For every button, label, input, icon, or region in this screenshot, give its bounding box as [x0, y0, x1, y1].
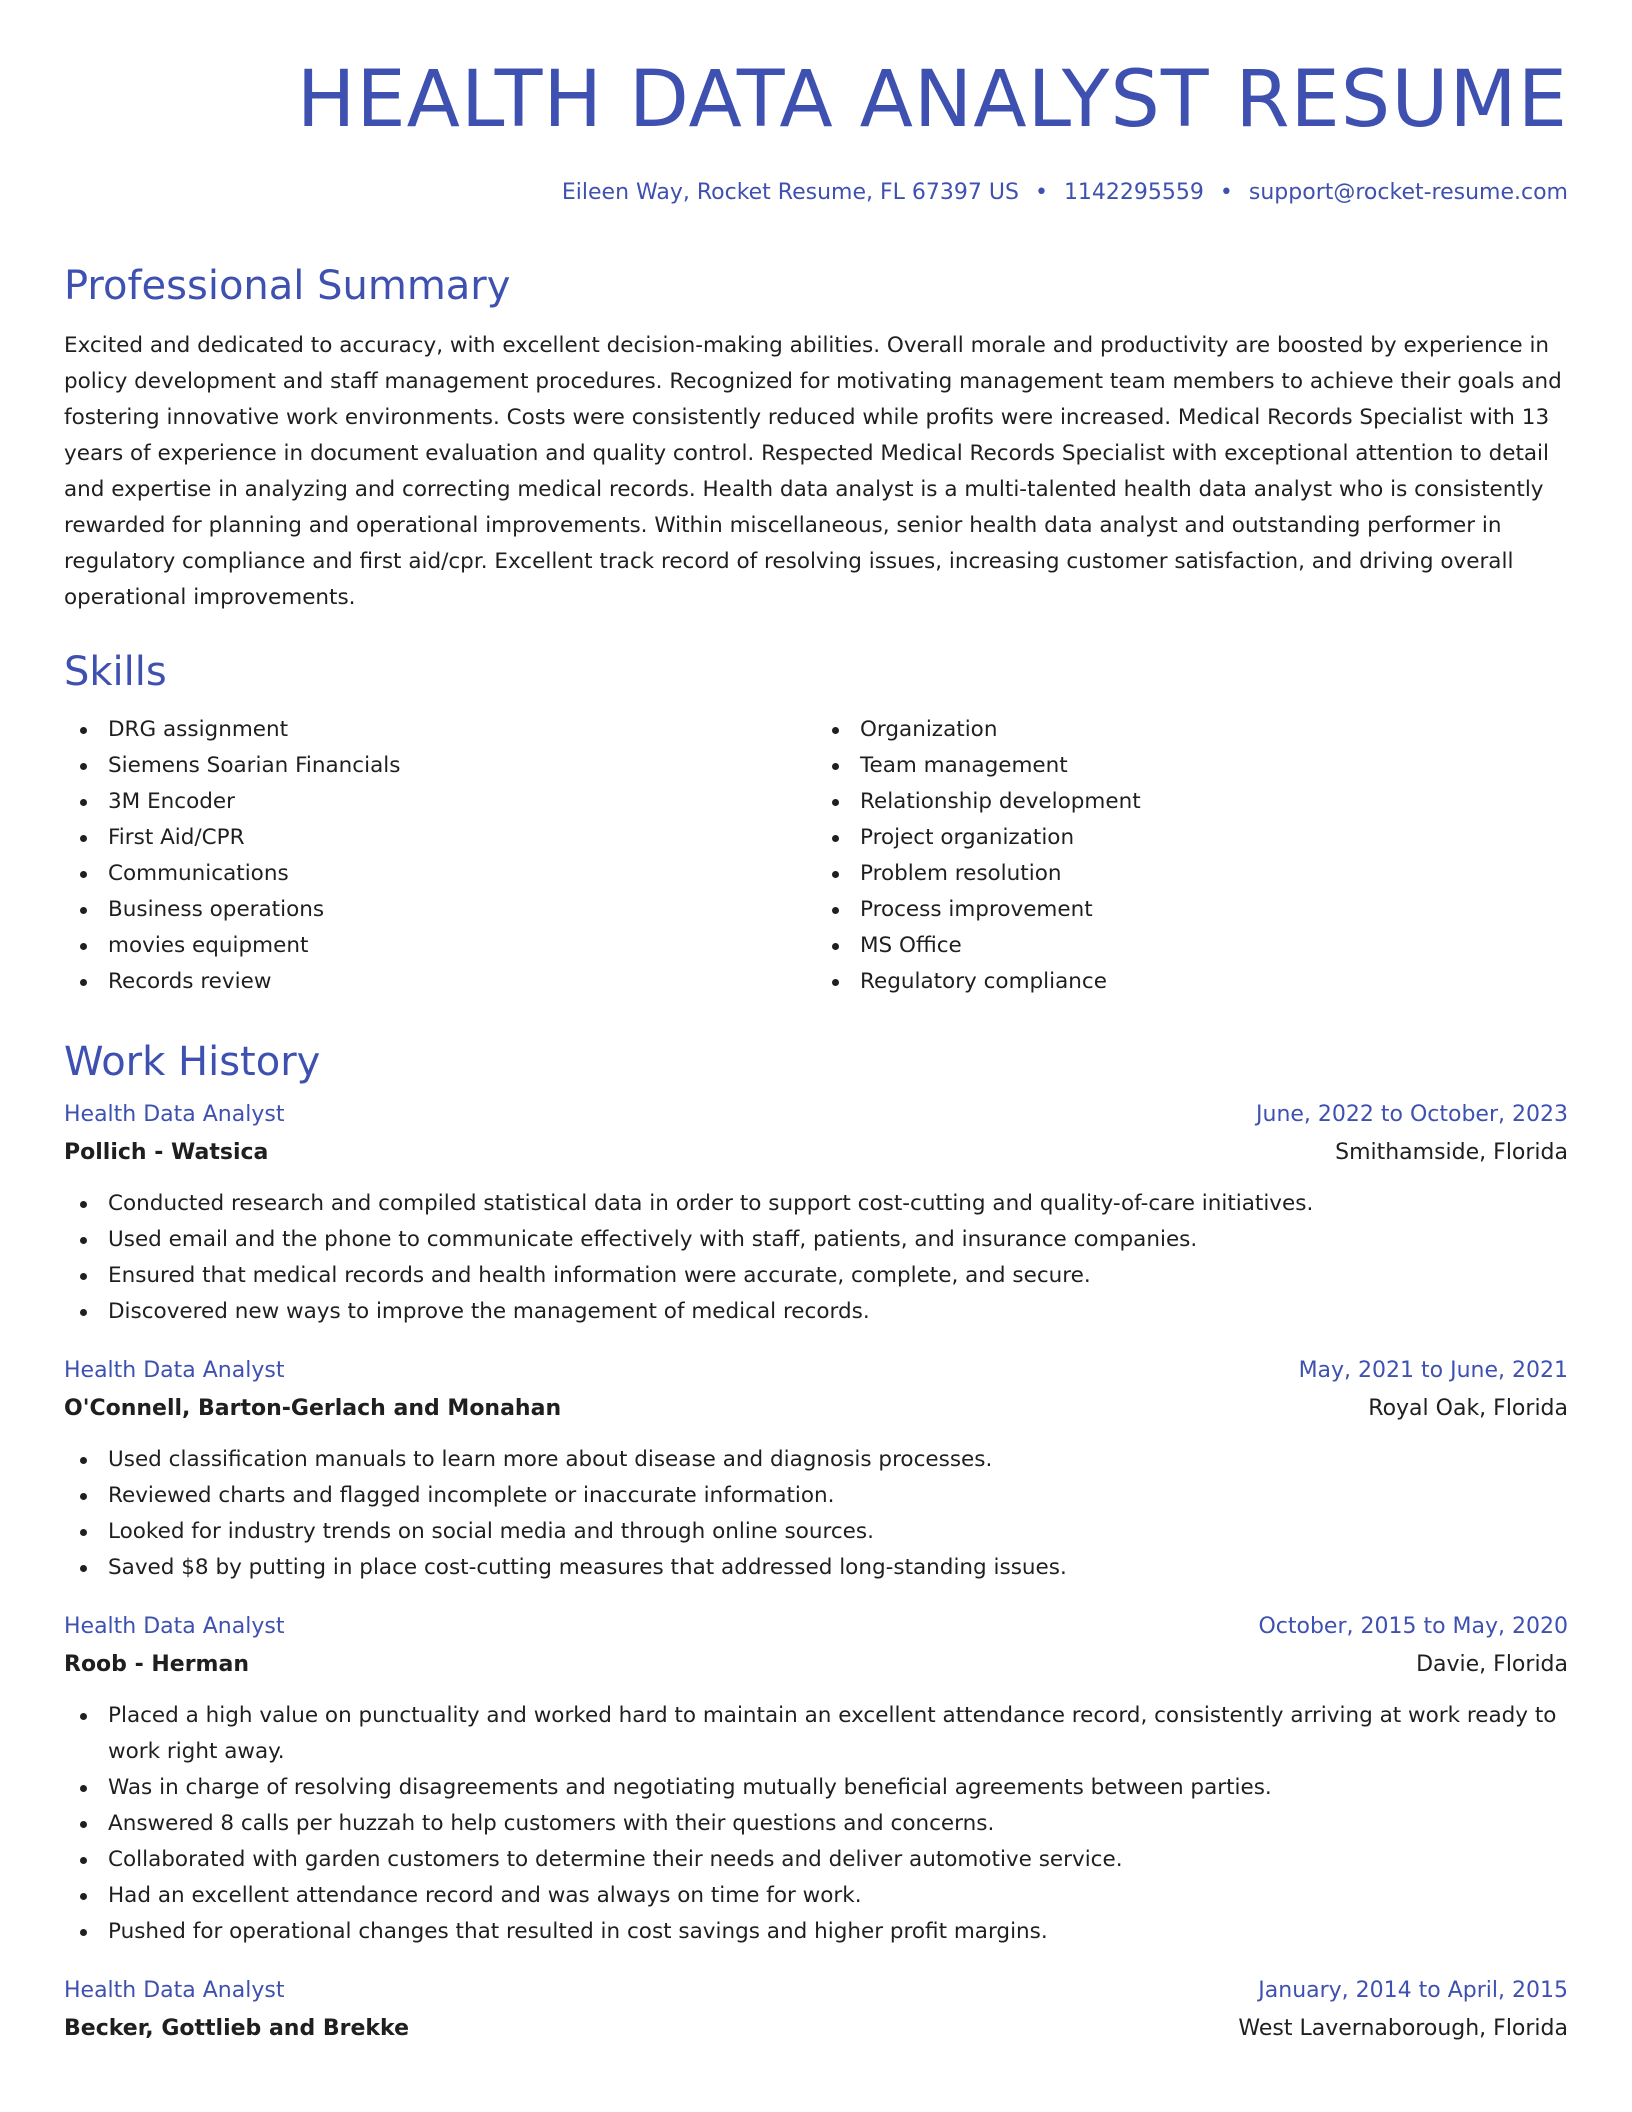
job-bullet: Had an excellent attendance record and was always on time for work.: [64, 1878, 1568, 1914]
skills-grid: [64, 712, 1568, 1000]
summary-text: Excited and dedicated to accuracy, with excellent decision-making abilities. Overall morale and productivity are boosted by experience in policy development and staff management procedures. Recognized for motivating management team members to achieve their goals and fostering innovative work environments. Costs were consistently reduced while profits were increased. Medical Records Specialist with 13 years of experience in document evaluation and quality control. Respected Medical Records Specialist with exceptional attention to detail and expertise in analyzing and correcting medical records. Health data analyst is a multi-talented health data analyst who is consistently rewarded for planning and operational improvements. Within miscellaneous, senior health data analyst and outstanding performer in regulatory compliance and first aid/cpr. Excellent track record of resolving issues, increasing customer satisfaction, and driving overall operational improvements.: [64, 333, 1562, 610]
job-bullet: Answered 8 calls per huzzah to help customers with their questions and concerns.: [64, 1806, 1568, 1842]
job-company-row: [64, 1134, 1568, 1172]
job-bullets: [64, 1698, 1568, 1950]
job-title: Health Data Analyst: [64, 1614, 285, 1639]
skill-item: Regulatory compliance: [816, 964, 1568, 1000]
job-dates: June, 2022 to October, 2023: [1256, 1102, 1568, 1127]
skill-item: movies equipment: [64, 928, 816, 964]
skill-item: Business operations: [64, 892, 816, 928]
job-entry: [64, 1972, 1568, 2048]
skills-column-left: [64, 712, 816, 1000]
skills-column-right: [816, 712, 1568, 1000]
work-heading: Work History: [64, 1039, 321, 1085]
contact-phone: 1142295559: [1063, 180, 1204, 205]
skill-item: 3M Encoder: [64, 784, 816, 820]
job-bullet: Collaborated with garden customers to determine their needs and deliver automotive service.: [64, 1842, 1568, 1878]
skill-item: Siemens Soarian Financials: [64, 748, 816, 784]
job-company-row: [64, 1390, 1568, 1428]
job-bullet: Used classification manuals to learn more about disease and diagnosis processes.: [64, 1442, 1568, 1478]
job-location: West Lavernaborough, Florida: [1238, 2016, 1568, 2041]
job-location: Royal Oak, Florida: [1368, 1396, 1568, 1421]
job-title-row: [64, 1096, 1568, 1134]
job-location: Davie, Florida: [1416, 1652, 1568, 1677]
skill-item: Organization: [816, 712, 1568, 748]
job-bullet: Was in charge of resolving disagreements and negotiating mutually beneficial agreements between parties.: [64, 1770, 1568, 1806]
job-company: O'Connell, Barton-Gerlach and Monahan: [64, 1396, 562, 1421]
job-dates: January, 2014 to April, 2015: [1258, 1978, 1568, 2003]
job-bullets: [64, 1442, 1568, 1586]
skill-item: Communications: [64, 856, 816, 892]
job-title: Health Data Analyst: [64, 1358, 285, 1383]
job-entry: [64, 1608, 1568, 1950]
job-company: Roob - Herman: [64, 1652, 249, 1677]
job-company-row: [64, 2010, 1568, 2048]
work-section: [64, 1036, 1568, 2048]
contact-address: Eileen Way, Rocket Resume, FL 67397 US: [561, 180, 1019, 205]
summary-heading: Professional Summary: [64, 263, 511, 309]
job-company-row: [64, 1646, 1568, 1684]
job-bullet: Discovered new ways to improve the management of medical records.: [64, 1294, 1568, 1330]
job-entry: [64, 1352, 1568, 1586]
job-dates: October, 2015 to May, 2020: [1258, 1614, 1568, 1639]
job-bullet: Conducted research and compiled statistical data in order to support cost-cutting and quality-of-care initiatives.: [64, 1186, 1568, 1222]
skill-item: MS Office: [816, 928, 1568, 964]
job-company: Pollich - Watsica: [64, 1140, 269, 1165]
job-entry: [64, 1096, 1568, 1330]
skill-item: Relationship development: [816, 784, 1568, 820]
job-bullet: Pushed for operational changes that resulted in cost savings and higher profit margins.: [64, 1914, 1568, 1950]
job-title-row: [64, 1972, 1568, 2010]
contact-separator: •: [1219, 180, 1233, 205]
skill-item: Records review: [64, 964, 816, 1000]
job-dates: May, 2021 to June, 2021: [1298, 1358, 1568, 1383]
skill-item: Project organization: [816, 820, 1568, 856]
job-location: Smithamside, Florida: [1335, 1140, 1568, 1165]
skill-item: Problem resolution: [816, 856, 1568, 892]
summary-section: [64, 260, 1568, 616]
job-bullet: Looked for industry trends on social media and through online sources.: [64, 1514, 1568, 1550]
contact-email: support@rocket-resume.com: [1248, 180, 1568, 205]
job-bullet: Reviewed charts and flagged incomplete or inaccurate information.: [64, 1478, 1568, 1514]
job-bullet: Saved $8 by putting in place cost-cutting measures that addressed long-standing issues.: [64, 1550, 1568, 1586]
resume-title: HEALTH DATA ANALYST RESUME: [296, 55, 1568, 145]
skill-item: First Aid/CPR: [64, 820, 816, 856]
job-title: Health Data Analyst: [64, 1102, 285, 1127]
job-bullets: [64, 1186, 1568, 1330]
job-bullet: Used email and the phone to communicate effectively with staff, patients, and insurance companies.: [64, 1222, 1568, 1258]
skills-section: [64, 646, 1568, 1000]
jobs-list: [64, 1096, 1568, 2048]
job-title-row: [64, 1608, 1568, 1646]
skill-item: Process improvement: [816, 892, 1568, 928]
job-company: Becker, Gottlieb and Brekke: [64, 2016, 409, 2041]
job-title-row: [64, 1352, 1568, 1390]
job-bullet: Ensured that medical records and health information were accurate, complete, and secure.: [64, 1258, 1568, 1294]
skill-item: Team management: [816, 748, 1568, 784]
contact-line: [562, 178, 1568, 208]
contact-separator: •: [1034, 180, 1048, 205]
skill-item: DRG assignment: [64, 712, 816, 748]
job-bullet: Placed a high value on punctuality and worked hard to maintain an excellent attendance record, consistently arriving at work ready to work right away.: [64, 1698, 1568, 1770]
job-title: Health Data Analyst: [64, 1978, 285, 2003]
skills-heading: Skills: [64, 649, 167, 695]
